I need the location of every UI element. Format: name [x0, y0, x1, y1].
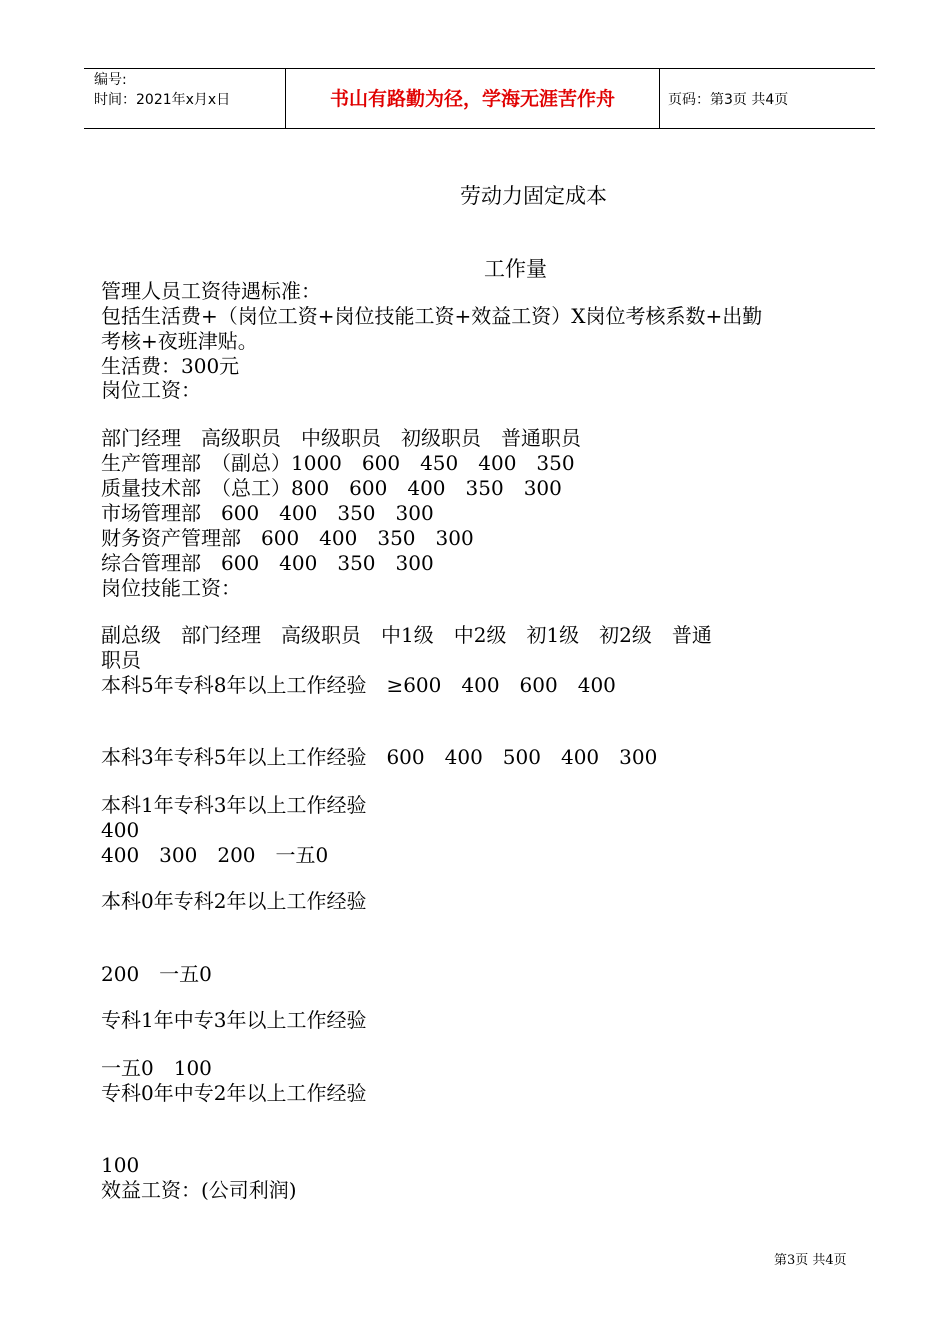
- body-line: 专科1年中专3年以上工作经验: [101, 1008, 367, 1032]
- body-line: 专科0年中专2年以上工作经验: [101, 1081, 367, 1105]
- header-page-info: 页码：第3页 共4页: [668, 92, 789, 108]
- header-top-rule: [84, 68, 875, 69]
- body-line: 生产管理部 （副总）1000 600 450 400 350: [101, 451, 575, 475]
- body-line: 400 300 200 一五0: [101, 843, 329, 867]
- body-line: 100: [101, 1153, 140, 1177]
- body-line: 生活费：300元: [101, 354, 240, 378]
- body-line: 部门经理 高级职员 中级职员 初级职员 普通职员: [101, 426, 581, 450]
- document-subtitle: 工作量: [484, 257, 547, 281]
- body-line: 质量技术部 （总工）800 600 400 350 300: [101, 476, 562, 500]
- header-motto: 书山有路勤为径，学海无涯苦作舟: [329, 88, 615, 110]
- header-meta: [94, 70, 230, 110]
- body-line: 包括生活费+（岗位工资+岗位技能工资+效益工资）X岗位考核系数+出勤: [101, 304, 763, 328]
- header-divider-right: [659, 68, 660, 129]
- body-line: 管理人员工资待遇标准：: [101, 279, 321, 303]
- body-line: 本科5年专科8年以上工作经验 ≥600 400 600 400: [101, 673, 616, 697]
- body-line: 市场管理部 600 400 350 300: [101, 501, 434, 525]
- body-line: 职员: [101, 648, 141, 672]
- body-line: 本科3年专科5年以上工作经验 600 400 500 400 300: [101, 745, 658, 769]
- body-line: 本科0年专科2年以上工作经验: [101, 889, 367, 913]
- body-line: 岗位技能工资：: [101, 576, 241, 600]
- body-line: 效益工资：(公司利润): [101, 1178, 297, 1202]
- body-line: 岗位工资：: [101, 378, 201, 402]
- header-bottom-rule: [84, 128, 875, 129]
- body-line: 副总级 部门经理 高级职员 中1级 中2级 初1级 初2级 普通: [101, 623, 712, 647]
- body-line: 200 一五0: [101, 962, 212, 986]
- body-line: 综合管理部 600 400 350 300: [101, 551, 434, 575]
- footer-page-info: 第3页 共4页: [774, 1253, 847, 1268]
- body-line: 本科1年专科3年以上工作经验: [101, 793, 367, 817]
- document-number-label: 编号:: [94, 72, 127, 88]
- document-title: 劳动力固定成本: [460, 184, 607, 208]
- body-line: 财务资产管理部 600 400 350 300: [101, 526, 474, 550]
- document-time: 时间：2021年x月x日: [94, 92, 231, 108]
- body-line: 一五0 100: [101, 1056, 212, 1080]
- body-line: 400: [101, 818, 140, 842]
- body-line: 考核+夜班津贴。: [101, 329, 258, 353]
